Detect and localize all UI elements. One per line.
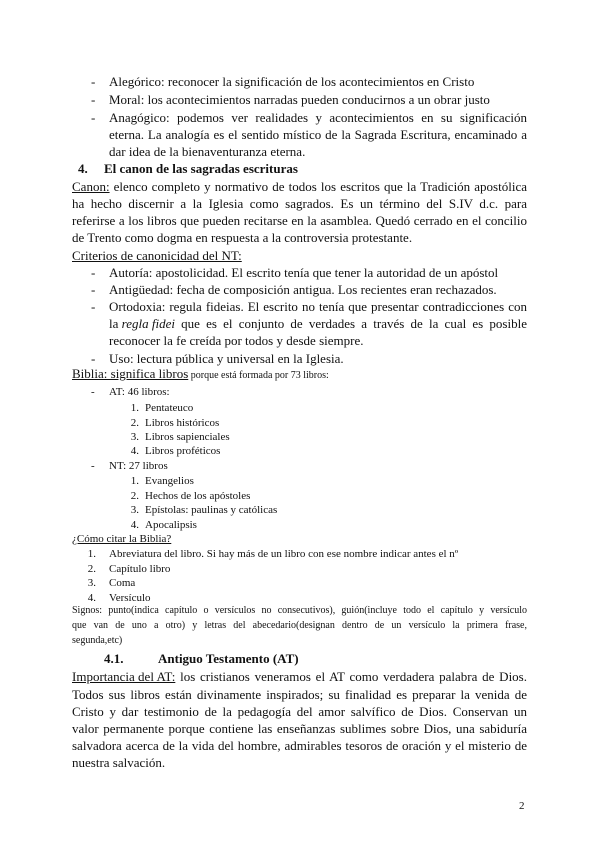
canon-line1: Canon: elenco completo y normativo de todos los escritos que la Tradición apostólica — [72, 179, 527, 194]
sentido-moral: Moral: los acontecimientos narradas pueden conducirnos a un obrar justo — [109, 92, 490, 107]
criterio-antiguedad: Antigüedad: fecha de composición antigua. Los recientes eran rechazados. — [109, 282, 497, 297]
criterio-ortodoxia-line1: Ortodoxia: regula fideias. El escrito no tenía que presentar contradicciones con — [109, 299, 527, 314]
criterio-autoria: Autoría: apostolicidad. El escrito tenía que tener la autoridad de un apóstol — [109, 265, 499, 280]
regla-fidei-emphasis: regla fidei — [121, 316, 175, 331]
biblia-note: porque está formada por 73 libros: — [188, 370, 329, 381]
bullet-dash: - — [91, 92, 96, 107]
citar-heading: ¿Cómo citar la Biblia? — [72, 533, 172, 545]
at-item: Libros sapienciales — [145, 431, 230, 443]
bullet-dash: - — [91, 351, 96, 366]
section-4-title: El canon de las sagradas escrituras — [104, 161, 298, 176]
citar-item: Abreviatura del libro. Si hay más de un libro con ese nombre indicar antes el nº — [109, 548, 459, 560]
canon-line4: de Trento como dogma en respuesta a la controversia protestante. — [72, 230, 413, 245]
sentido-alegorico: Alegórico: reconocer la significación de los acontecimientos en Cristo — [109, 74, 475, 89]
citar-item: Capítulo libro — [109, 563, 171, 575]
citar-item: Versículo — [109, 592, 151, 604]
sentido-anagogico-line1: Anagógico: podemos ver realidades y acontecimientos en su significación — [109, 110, 527, 125]
criterio-uso: Uso: lectura pública y universal en la Iglesia. — [109, 351, 344, 366]
bullet-dash: - — [91, 386, 95, 398]
at-group-title: AT: 46 libros: — [109, 386, 170, 398]
bullet-dash: - — [91, 299, 96, 314]
signos-line3: segunda,etc) — [72, 635, 123, 646]
signos-line1: Signos: punto(indica capítulo o versículos no consecutivos), guión(incluye todo el capítulo y versículo — [72, 605, 527, 616]
biblia-line — [72, 365, 329, 382]
sentido-anagogico-line3: dar idea de la bienaventuranza eterna. — [109, 144, 306, 159]
sentido-anagogico-line2: eterna. La analogía es el sentido místico de la Sagrada Escritura, encaminado a — [109, 127, 527, 142]
importancia-line4: valor permanente porque contiene las enseñanzas sublimes sobre Dios, una sabiduría — [72, 721, 527, 736]
importancia-line1: Importancia del AT: los cristianos veneramos el AT como verdadera palabra de Dios. — [72, 669, 527, 684]
signos-line2: que van de uno a otro) y letras del abecedario(designan dentro de un versículo la primera frase, — [72, 620, 527, 631]
importancia-line6: nuestra salvación. — [72, 755, 166, 770]
bullet-dash: - — [91, 265, 96, 280]
at-item: Libros históricos — [145, 417, 220, 429]
importancia-line2: Todos sus libros están divinamente inspirados; su finalidad es preparar la venida de — [72, 687, 527, 702]
nt-item: Evangelios — [145, 475, 194, 487]
nt-group-title: NT: 27 libros — [109, 460, 168, 472]
document-page: - Alegórico: reconocer la significación de los acontecimientos en Cristo - Moral: los acontecimientos narradas pueden conducirnos a un obrar justo - Anagógico: podemos ver realidades y acontecimientos en su significación eterna. La analogía es el sentido místico de la Sagrada Escritura, encaminado a dar idea de la bienaventuranza eterna. 4. El canon de las sagradas escrituras Canon: elenco completo y normativo de todos los escritos que la Tradición apostólica ha hecho discernir a la Iglesia como sagrados. Es un término del S.IV d.c. para referirse a los libros que pueden recitarse en la asamblea. Quedó cerrado en el concilio de Trento como dogma en respuesta a la controversia protestante. Criterios de canonicidad del NT: - Autoría: apostolicidad. El escrito tenía que tener la autoridad de un apóstol - Antigüedad: fecha de composición antigua. Los recientes eran rechazados. - Ortodoxia: regula fideias. El escrito no tenía que presentar contradicciones con la regla fidei que es el conjunto de verdades a través de la cual es posible reconocer la fe creída por todos y desde siempre. - Uso: lectura pública y universal en la Iglesia. Biblia: significa libros porque está formada por 73 libros: - AT: 46 libros: 1. Pentateuco 2. Libros históricos 3. Libros sapienciales 4. Libros proféticos - NT: 27 libros 1. Evangelios 2. Hechos de los apóstoles 3. Epístolas: paulinas y católicas 4. Apocalipsis ¿Cómo citar la Biblia? 1. Abreviatura del libro. Si hay más de un libro con ese nombre indicar antes el nº 2. Capítulo libro 3. Coma 4. Versículo Signos: punto(indica capítulo o versículos no consecutivos), guión(incluye todo el capítulo y versículo que van de uno a otro) y letras del abecedario(designan dentro de un versículo la primera frase, segunda,etc) 4.1. Antiguo Testamento (AT) Importancia del AT: los cristianos veneramos el AT como verdadera palabra de Dios. Todos sus libros están divinamente inspirados; su finalidad es preparar la venida de Cristo y dar testimonio de la pedagogía del amor salvífico de Dios. Conservan un valor permanente porque contiene las enseñanzas sublimes sobre Dios, una sabiduría salvadora acerca de la vida del hombre, admirables tesoros de oración y el misterio de nuestra salvación. 2 — [72, 74, 527, 812]
section-4-number: 4. — [78, 161, 88, 176]
canon-label: Canon: — [72, 179, 110, 194]
bullet-dash: - — [91, 110, 96, 125]
section-4-1-number: 4.1. — [104, 651, 124, 666]
nt-item: Epístolas: paulinas y católicas — [145, 504, 278, 516]
nt-item: Apocalipsis — [145, 519, 197, 531]
at-item: Libros proféticos — [145, 445, 221, 457]
nt-item: Hechos de los apóstoles — [145, 490, 251, 502]
importancia-line3: Cristo y dar testimonio de la pedagogía del amor salvífico de Dios. Conservan un — [72, 704, 527, 719]
importancia-label: Importancia del AT: — [72, 669, 176, 684]
section-4-1-title: Antiguo Testamento (AT) — [158, 651, 299, 666]
canon-line2: ha hecho discernir a la Iglesia como sagrados. Es un término del S.IV d.c. para — [72, 196, 527, 211]
biblia-label: Biblia: significa libros — [72, 366, 189, 381]
criterios-heading: Criterios de canonicidad del NT: — [72, 248, 242, 263]
bullet-dash: - — [91, 282, 96, 297]
canon-line3: referirse a los libros que pueden recitarse en la asamblea. Quedó cerrado en el concilio — [72, 213, 527, 228]
citar-item: Coma — [109, 577, 136, 589]
criterio-ortodoxia-line3: reconocer la fe creída por todos y desde siempre. — [109, 333, 364, 348]
importancia-line5: salvadora acerca de la vida del hombre, admirables tesoros de oración y el misterio de — [72, 738, 527, 753]
at-item: Pentateuco — [145, 402, 194, 414]
page-number: 2 — [519, 800, 525, 812]
bullet-dash: - — [91, 460, 95, 472]
bullet-dash: - — [91, 74, 96, 89]
criterio-ortodoxia-line2: la regla fidei que es el conjunto de verdades a través de la cual es posible — [109, 316, 527, 331]
